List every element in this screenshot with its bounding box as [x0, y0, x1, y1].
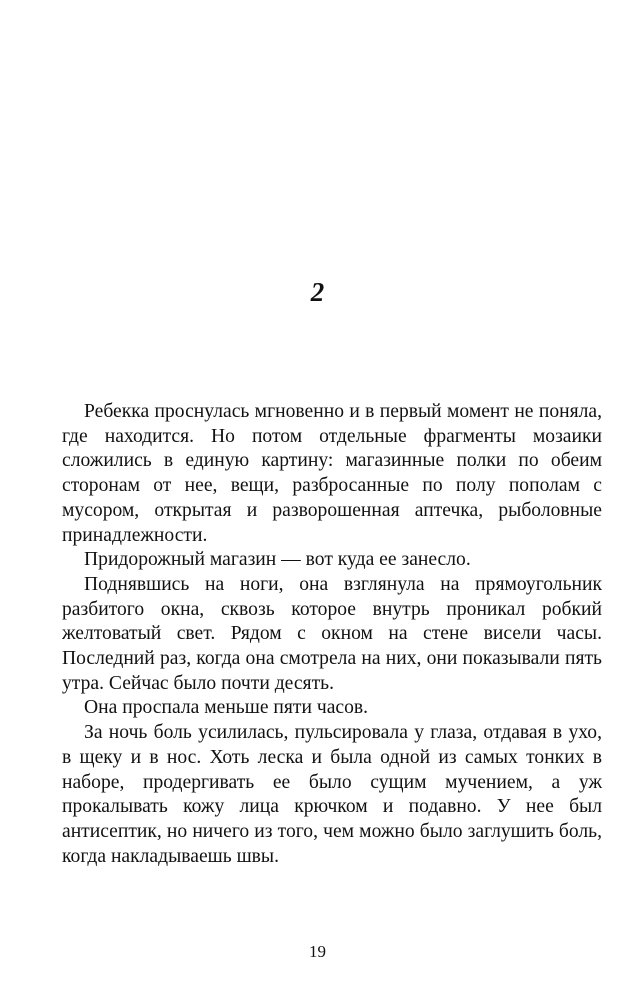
- paragraph: Ребекка проснулась мгновенно и в первый момент не поняла, где находится. Но потом отдельные фрагменты мозаики сложились в единую картину: магазинные полки по обеим сторонам от нее, вещи, разбросанные по полу пополам с мусором, открытая и разворошенная аптечка, рыболовные принадлежности.: [62, 401, 602, 546]
- paragraph: Поднявшись на ноги, она взглянула на прямоугольник разбитого окна, сквозь которое внутрь проникал робкий желтоватый свет. Рядом с окном на стене висели часы. Последний раз, когда она смотрела на них, они показывали пять утра. Сейчас было почти десять.: [62, 573, 602, 694]
- chapter-number: 2: [310, 277, 325, 307]
- paragraph: За ночь боль усилилась, пульсировала у глаза, отдавая в ухо, в щеку и в нос. Хоть леска и была одной из самых тонких в наборе, продергивать ее было сущим мучением, а уж прокалывать кожу лица крючком и подавно. У нее был антисептик, но ничего из того, чем можно было заглушить боль, когда накладываешь швы.: [62, 722, 602, 867]
- paragraph: Она проспала меньше пяти часов.: [84, 697, 369, 719]
- chapter-body-text: [62, 400, 602, 869]
- page-number: 19: [309, 942, 326, 961]
- paragraph: Придорожный магазин — вот куда ее занесло.: [84, 549, 471, 571]
